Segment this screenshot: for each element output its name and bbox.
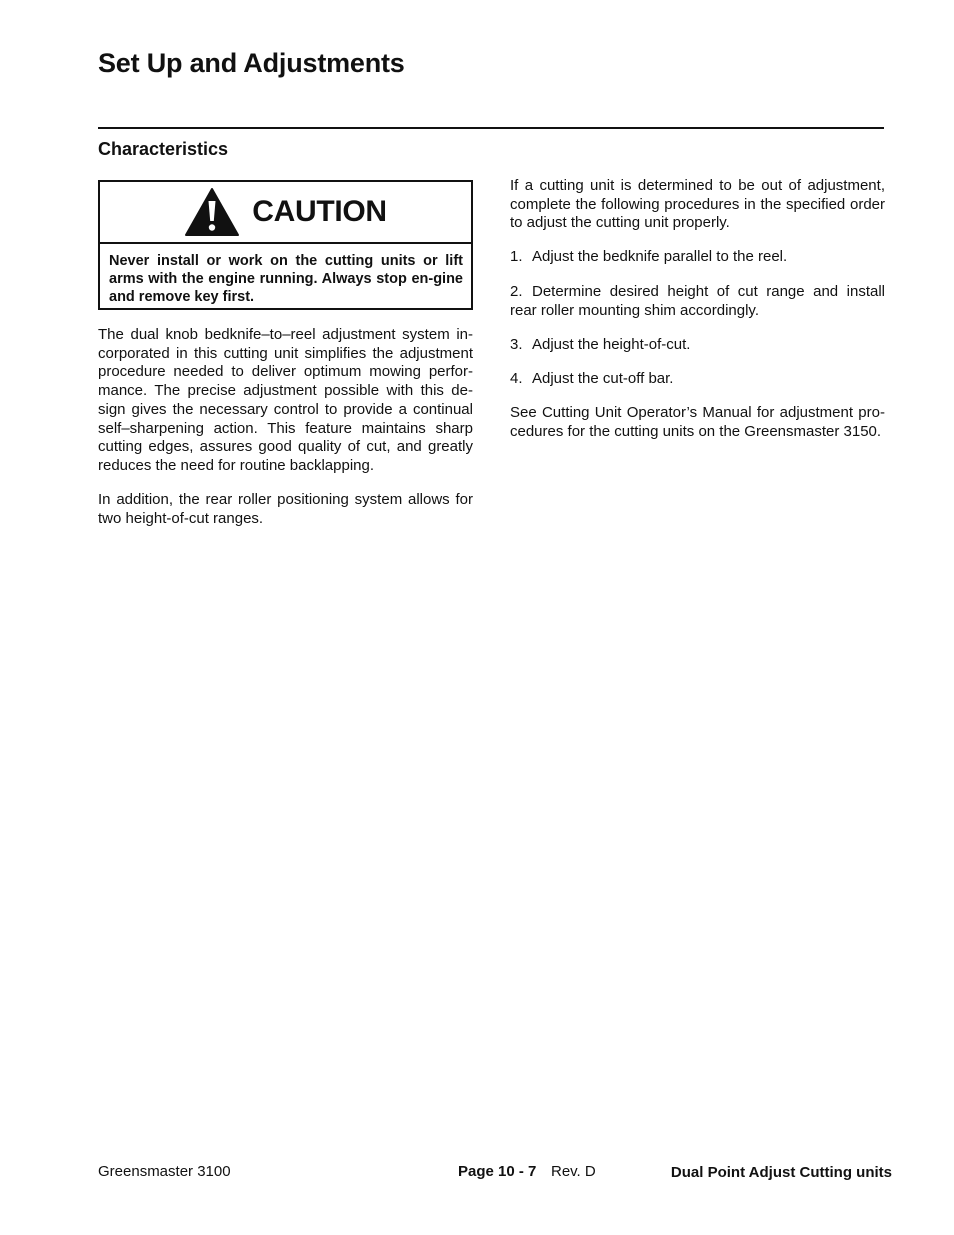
- footer-revision: Rev. D: [551, 1163, 596, 1180]
- caution-text: Never install or work on the cutting units or lift arms with the engine running. Always stop en-gine and remove key first.: [109, 253, 463, 305]
- step-number: 2.: [510, 283, 523, 300]
- left-paragraph-1: The dual knob bedknife–to–reel adjustment system in-corporated in this cutting unit simplifies the adjustment procedure needed to deliver optimum mowing perfor-mance. The precise adjustment possible with this de-sign gives the necessary control to provide a continual self–sharpening action. This feature maintains sharp cutting edges, assures good quality of cut, and greatly reduces the need for routine backlapping.: [98, 326, 473, 474]
- step-text: Adjust the cut-off bar.: [532, 370, 674, 387]
- caution-header: [100, 182, 471, 244]
- caution-box: [98, 180, 473, 310]
- step-text: Adjust the height-of-cut.: [532, 336, 691, 353]
- step-item: [510, 336, 885, 355]
- step-item: [510, 370, 885, 389]
- footer-chapter: Dual Point Adjust Cutting units: [670, 1164, 892, 1181]
- step-item: [510, 283, 885, 320]
- warning-triangle-icon: [184, 187, 240, 237]
- page-title: Set Up and Adjustments: [98, 48, 405, 78]
- section-heading: Characteristics: [98, 139, 229, 159]
- step-number: 3.: [510, 336, 523, 353]
- footer-model: Greensmaster 3100: [98, 1163, 231, 1180]
- step-item: [510, 248, 885, 267]
- step-text: Adjust the bedknife parallel to the reel.: [532, 248, 788, 265]
- footer-page-number: Page 10 - 7: [458, 1163, 537, 1180]
- step-text: Determine desired height of cut range and install rear roller mounting shim accordingly.: [510, 283, 885, 319]
- left-paragraph-2: In addition, the rear roller positioning system allows for two height-of-cut ranges.: [98, 491, 473, 527]
- header-rule: [98, 127, 884, 129]
- step-number: 1.: [510, 248, 523, 265]
- right-intro-paragraph: If a cutting unit is determined to be out of adjustment, complete the following procedures in the specified order to adjust the cutting unit properly.: [510, 177, 885, 232]
- step-number: 4.: [510, 370, 523, 387]
- right-closing-paragraph: See Cutting Unit Operator’s Manual for adjustment pro-cedures for the cutting units on the Greensmaster 3150.: [510, 404, 885, 440]
- caution-label: CAUTION: [252, 195, 387, 228]
